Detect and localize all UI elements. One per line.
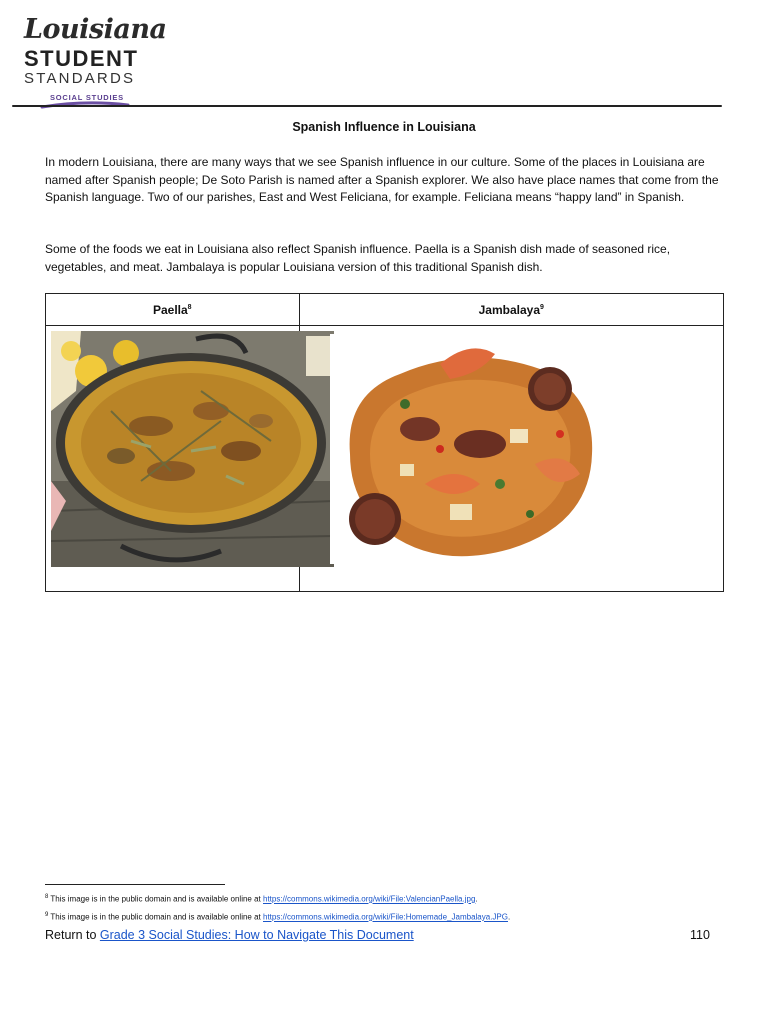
footnote-9-end: .: [507, 912, 511, 922]
table-header-row: [46, 294, 724, 326]
food-paragraph: Some of the foods we eat in Louisiana also reflect Spanish influence. Paella is a Spanish dish made of seasoned rice, vegetables, and meat. Jambalaya is popular Louisiana version of this traditional Spanish dish.: [45, 242, 671, 274]
logo-script-text: Louisiana: [24, 14, 167, 45]
logo-standards-text: STANDARDS: [24, 70, 136, 87]
footnote-9-text: This image is in the public domain and is available online at: [50, 912, 263, 922]
page-number: 110: [690, 928, 710, 942]
paella-footnote-ref[interactable]: 8: [187, 303, 192, 311]
logo-student-text: STUDENT: [24, 46, 139, 71]
footnote-9: [45, 912, 510, 922]
logo-social-studies-text: SOCIAL STUDIES: [50, 93, 124, 102]
footnote-9-number: 9: [45, 912, 49, 918]
page-title: Spanish Influence in Louisiana: [292, 120, 476, 134]
paella-image-cell: [46, 326, 300, 592]
footnote-divider: [45, 884, 225, 885]
footnote-8-link[interactable]: https://commons.wikimedia.org/wiki/File:ValencianPaella.jpg: [263, 894, 476, 904]
jambalaya-image-cell: [299, 326, 723, 592]
paella-photo: [51, 331, 334, 567]
footnote-8-end: .: [475, 894, 478, 904]
footnote-8: [45, 894, 478, 904]
return-prefix: Return to: [45, 928, 100, 942]
jambalaya-footnote-ref[interactable]: 9: [540, 303, 544, 311]
louisiana-student-standards-logo: [22, 14, 167, 104]
jambalaya-label: Jambalaya: [478, 302, 541, 317]
paella-label: Paella: [152, 302, 188, 317]
return-link[interactable]: Grade 3 Social Studies: How to Navigate This Document: [99, 928, 414, 942]
return-navigation: [45, 928, 414, 942]
table-image-row: [46, 326, 724, 592]
footnote-8-text: This image is in the public domain and is available online at: [50, 894, 263, 904]
jambalaya-photo: [330, 334, 610, 564]
food-comparison-table: [45, 293, 724, 592]
intro-paragraph: In modern Louisiana, there are many ways that we see Spanish influence in our culture. Some of the places in Louisiana are named after Spanish people; De Soto Parish is named after a Spanish explorer. We also have place names that come from the Spanish language. Two of our parishes, East and West Feliciana, for example. Feliciana means “happy land” in Spanish.: [45, 155, 719, 204]
jambalaya-header-cell: [299, 294, 723, 326]
paella-header-cell: [46, 294, 300, 326]
header-divider: [12, 105, 722, 107]
footnote-9-link[interactable]: https://commons.wikimedia.org/wiki/File:Homemade_Jambalaya.JPG: [263, 912, 508, 922]
footnote-8-number: 8: [45, 894, 49, 900]
